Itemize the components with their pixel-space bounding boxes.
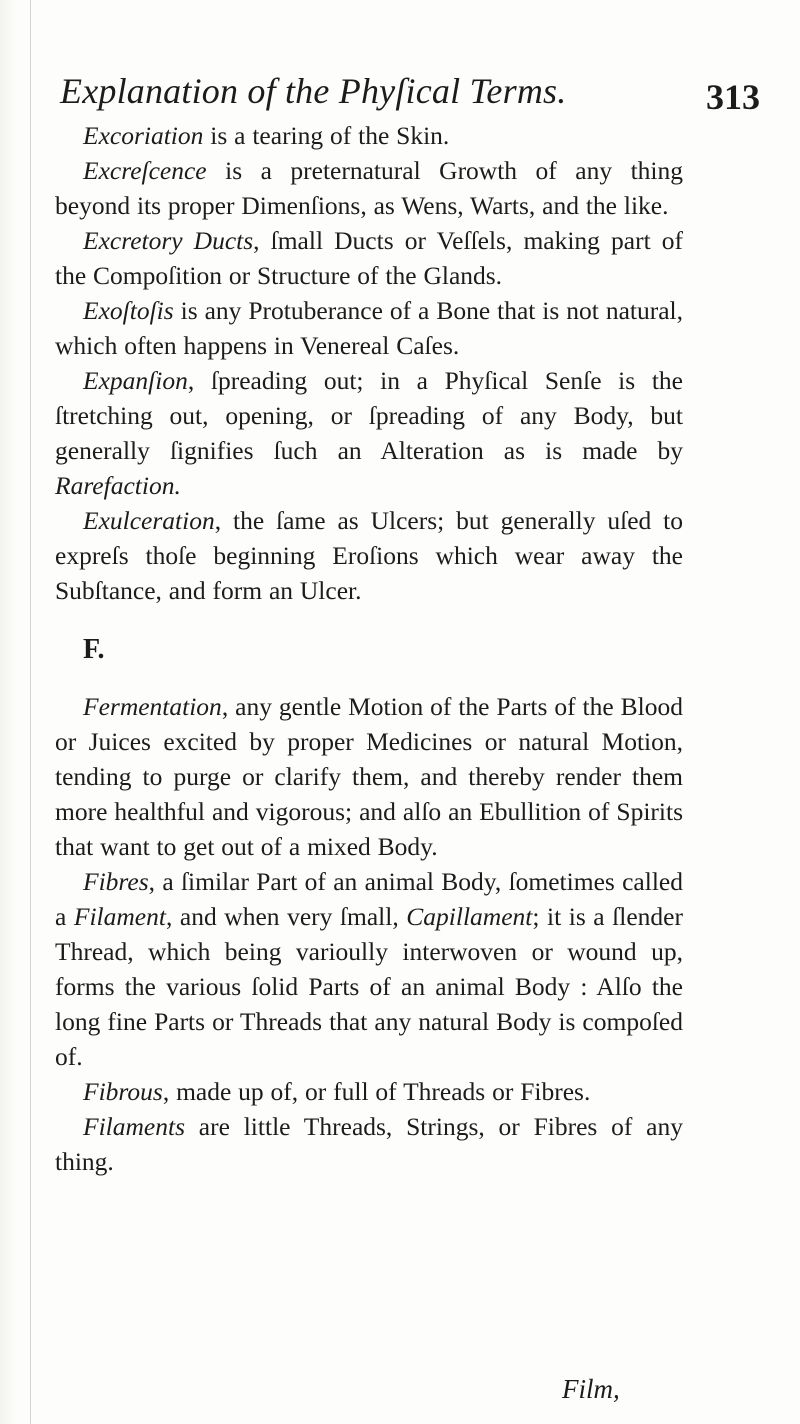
entry-fibres [55, 864, 683, 1074]
entry-filaments [55, 1109, 683, 1179]
glossary-body [55, 118, 683, 1179]
entry-definition: , ſmall Ducts or Veſſels, making part of the Compoſition or Structure of the Glands. [55, 226, 683, 290]
entry-term: Exulceration [83, 506, 215, 535]
entry-exostosis [55, 293, 683, 363]
entry-expansion [55, 363, 683, 503]
entry-term: Fibres [83, 867, 149, 896]
entry-definition: ; it is a ſlender Thread, which being varioully interwoven or wound up, forms the various ſolid Parts of an animal Body : Alſo the long fine Parts or Threads that any natural Body is compoſed of. [55, 902, 683, 1071]
entry-definition: are little Threads, Strings, or Fibres of any thing. [55, 1112, 683, 1176]
entry-fermentation [55, 689, 683, 864]
entry-definition: , and when very ſmall, [165, 902, 407, 931]
binding-edge [30, 0, 31, 1424]
entry-definition: is a tearing of the Skin. [203, 121, 450, 150]
entry-inline-term: Filament [73, 902, 166, 931]
running-head-title: Explanation of the Phyſical Terms. [60, 71, 567, 111]
entry-excrescence [55, 153, 683, 223]
entry-excoriation [55, 118, 683, 153]
entry-term: Exoſtoſis [83, 296, 174, 325]
entry-term: Fibrous [83, 1077, 163, 1106]
entry-definition: is any Protuberance of a Bone that is not natural, which often happens in Venereal Caſes. [55, 296, 683, 360]
entry-term: Fermentation [83, 692, 222, 721]
entry-definition: , a ſimilar Part of an animal Body, ſometimes called a [55, 867, 683, 931]
entry-inline-term: Capillament [406, 902, 533, 931]
entry-term: Expanſion [83, 366, 188, 395]
entry-exulceration [55, 503, 683, 608]
entry-definition: , ſpreading out; in a Phyſical Senſe is the ſtretching out, opening, or ſpreading of any Body, but generally ſignifies ſuch an Alteration as is made by [55, 366, 683, 465]
entry-term: Filaments [83, 1112, 185, 1141]
entry-fibrous [55, 1074, 683, 1109]
entry-definition: , made up of, or full of Threads or Fibres. [162, 1077, 591, 1106]
section-heading-f: F. [83, 634, 105, 665]
entry-definition: , any gentle Motion of the Parts of the Blood or Juices excited by proper Medicines or natural Motion, tending to purge or clarify them, and thereby render them more healthful and vigorous; and alſo an Ebullition of Spirits that want to get out of a mixed Body. [55, 692, 683, 861]
entry-cross-reference: Rarefaction. [55, 471, 181, 500]
catchword: Film, [562, 1374, 620, 1404]
page-number: 313 [706, 77, 760, 117]
entry-definition: is a preternatural Growth of any thing beyond its proper Dimenſions, as Wens, Warts, and the like. [55, 156, 683, 220]
entry-term: Excretory Ducts [83, 226, 254, 255]
page-gutter [0, 0, 16, 1424]
entry-term: Excreſcence [83, 156, 207, 185]
entry-excretory-ducts [55, 223, 683, 293]
entry-definition: , the ſame as Ulcers; but generally uſed to expreſs thoſe beginning Eroſions which wear away the Subſtance, and form an Ulcer. [55, 506, 683, 605]
entry-term: Excoriation [83, 121, 204, 150]
